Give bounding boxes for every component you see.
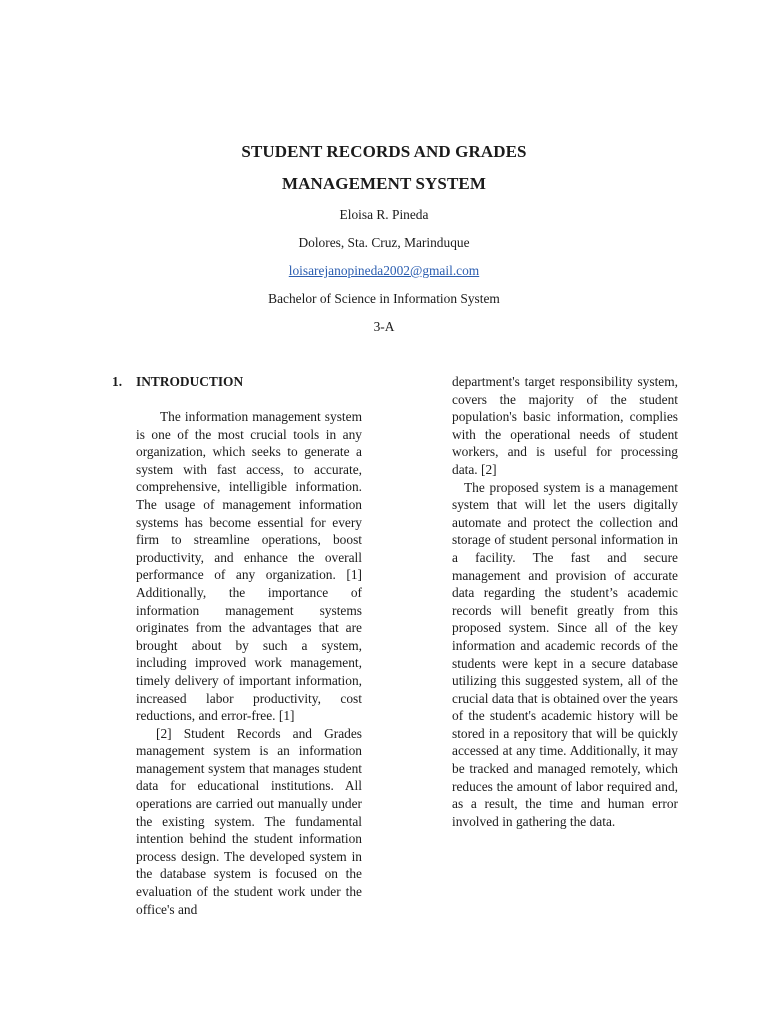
section-heading-introduction: [112, 373, 243, 391]
author-email-link[interactable]: loisarejanopineda2002@gmail.com: [288, 263, 480, 278]
author-name: Eloisa R. Pineda: [339, 207, 429, 222]
intro-paragraph-4: The proposed system is a management system that will let the users digitally automate and protect the collection and storage of student personal information in a facility. The fast and secure management and provision of accurate data regarding the student’s academic records will benefit greatly from this proposed system. Since all of the key information and academic records of the students were kept in a secure database utilizing this suggested system, all of the crucial data that is obtained over the years of the student's academic history will be stored in a repository that will be quickly accessed at any time. Additionally, it may be tracked and managed remotely, which reduces the amount of labor required and, as a result, the time and human error involved in gathering the data.: [452, 479, 678, 829]
paper-title-line-2: MANAGEMENT SYSTEM: [282, 174, 486, 193]
intro-paragraph-2: [2] Student Records and Grades management system is an information management system that manages student data for educational institutions. All operations are carried out manually under the existing system. The fundamental intention behind the student information process design. The developed system in the database system is focused on the evaluation of the student work under the office's and: [136, 725, 362, 917]
section-number: 1.: [112, 374, 123, 389]
section-title: INTRODUCTION: [136, 374, 244, 389]
author-program: Bachelor of Science in Information System: [268, 291, 500, 306]
left-text-column: [136, 408, 362, 918]
author-section: 3-A: [373, 319, 395, 334]
intro-paragraph-3: department's target responsibility system, covers the majority of the student population's basic information, complies with the operational needs of student workers, and is useful for processing data. [2]: [452, 374, 678, 477]
author-email-line: [0, 262, 768, 280]
intro-paragraph-1: The information management system is one of the most crucial tools in any organization, which seeks to generate a system with fast access, to accurate, comprehensive, intelligible information. The usage of management information systems has become essential for every firm to streamline operations, boost productivity, and enhance the overall performance of any organization. [1] Additionally, the importance of information management systems originates from the advantages that are brought about by such a system, including improved work management, timely delivery of important information, increased labor productivity, cost reductions, and error-free. [1]: [136, 409, 362, 724]
author-address: Dolores, Sta. Cruz, Marinduque: [298, 235, 470, 250]
right-text-column: [452, 373, 678, 830]
paper-title-line-1: STUDENT RECORDS AND GRADES: [241, 142, 527, 161]
